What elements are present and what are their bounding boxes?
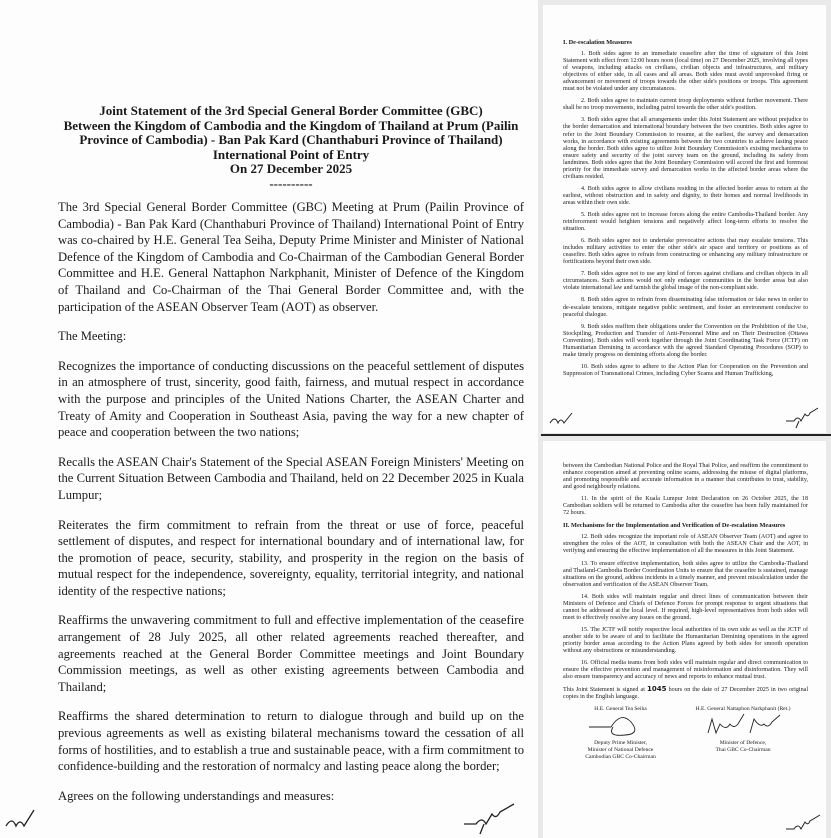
clause: 14. Both sides will maintain regular and direct lines of communication between their Ministers of Defence and Chiefs of Defence Forces for prompt response to urgent situations that cannot be addressed at the local level. If required, high-level representatives from both sides will meet to effectively resolve any issues on the ground. [563, 593, 808, 621]
clause: 16. Official media teams from both sides will maintain regular and direct communication to ensure the effective prevention and management of misinformation and disinformation. They will also ensure transparency and accuracy of news and reports to enhance mutual trust. [563, 660, 808, 681]
clause: 9. Both sides reaffirm their obligations under the Convention on the Prohibition of the Use, Stockpiling, Production and Transfer of Anti-Personnel Mine and on Their Destruction (Ottawa Convention). Both sides will work together through the Joint Coordinating Task Force (JCTF) on Humanitarian Demining in accordance with the agreed Standard Operating Procedures (SOP) to make timely progress on demining efforts along the border. [563, 323, 808, 358]
signatory-name: H.E. General Tea Seiha [594, 706, 647, 713]
signed-time: 1045 [647, 685, 667, 694]
signatory-title: Thai GBC Co-Chairman [715, 747, 771, 754]
preamble [58, 199, 524, 804]
initial-signature-right [783, 813, 823, 837]
clause: 8. Both sides agree to refrain from disseminating false information or fake news in order to de-escalate tensions, mitigate negative public sentiment, and foster an environment conducive to peaceful dialogue. [563, 297, 808, 318]
page-2 [543, 5, 826, 433]
signatory-cambodia [581, 706, 661, 761]
paragraph: The 3rd Special General Border Committee (GBC) Meeting at Prum (Pailin Province of Cambodia) - Ban Pak Kard (Chanthaburi Province of Thailand) International Point of Entry was co-chaired by H.E. General Tea Seiha, Deputy Prime Minister and Minister of National Defence of the Kingdom of Cambodia and Co-Chairman of the Cambodian General Border Committee and H.E. General Nattaphon Narkphanit, Minister of Defence of the Kingdom of Thailand and Co-Chairman of the Thai General Border Committee and, with the participation of the ASEAN Observer Team (AOT) as observer. [58, 200, 524, 314]
clause: 2. Both sides agree to maintain current troop deployments without further movement. There shall be no troop movements, including patrol towards the other side's position. [563, 98, 808, 112]
title-line: Province of Cambodia) - Ban Pak Kard (Chanthaburi Province of Thailand) [79, 132, 503, 147]
initial-signature-right [460, 802, 520, 836]
title-line: Joint Statement of the 3rd Special General Border Committee (GBC) [99, 103, 483, 118]
clause: 7. Both sides agree not to use any kind of forces against civilians and civilian objects in all circumstances. Such actions would not only endanger communities in the border areas but also violate international law and tarnish the global image of the non-compliant side. [563, 271, 808, 292]
paragraph: Reaffirms the unwavering commitment to full and effective implementation of the ceasefire arrangement of 28 July 2025, all other related agreements reached thereafter, and agreements reached at the General Border Committee meetings and Joint Boundary Commission meetings, as well as other existing agreements between Cambodia and Thailand; [58, 613, 524, 694]
signatories [563, 706, 808, 761]
section-heading: II. Mechanisms for the Implementation and Verification of De-escalation Measures [563, 522, 786, 530]
clause: 13. To ensure effective implementation, both sides agree to utilize the Cambodia-Thailand and Thailand-Cambodia Border Coordination Units to ensure that the ceasefire is sustained, manage situations on the ground, address incidents in a timely manner, and prevent miscalculation under the observation and verification of the ASEAN Observer Team. [563, 560, 808, 588]
page-3 [543, 441, 826, 838]
clause: 1. Both sides agree to an immediate ceasefire after the time of signature of this Joint Statement with effect from 12:00 hours noon (local time) on 27 December 2025, involving all types of weapons, including attacks on civilians, civilian objects and infrastructures, and military objectives of either side, in all cases and all areas. Both sides must avoid unprovoked firing or advancement or movement of troops towards the other side's positions or troops. This agreement must not be violated under any circumstances. [563, 51, 808, 93]
statement-title [58, 104, 524, 191]
paragraph: Recognizes the importance of conducting discussions on the peaceful settlement of disputes in an atmosphere of trust, sincerity, good faith, fairness, and mutual respect in accordance with the purpose and principles of the United Nations Charter, the ASEAN Charter and Treaty of Amity and Cooperation in Southeast Asia, paving the way for a new chapter of peace and cooperation between the two nations; [58, 358, 524, 440]
paragraph: Reaffirms the shared determination to return to dialogue through and build up on the previous agreements as well as existing bilateral mechanisms toward the cessation of all forms of hostilities, and to establish a true and sustainable peace, with a firm commitment to confidence-building and the restoration of normalcy and lasting peace along the border; [58, 709, 524, 774]
clause-continuation: between the Cambodian National Police and the Royal Thai Police, and reaffirm the commitment to enhance cooperation aimed at preventing online scams, addressing the misuse of digital platforms, and promoting responsible and accurate information in a manner that contributes to trust, stability, and good neighbourly relations. [563, 463, 808, 491]
closing-text: hours on the date of 27 December 2025 in two original copies in the English language. [563, 687, 809, 701]
page-divider [541, 434, 831, 436]
clause: 10. Both sides agree to adhere to the Action Plan for Cooperation on the Prevention and Suppression of Transnational Crimes, including Cyber Scams and Human Trafficking, [563, 363, 808, 377]
signatory-title: Minister of National Defence [587, 747, 654, 754]
clause: 6. Both sides agree not to undertake provocative actions that may escalate tensions. This includes military activities to enter the other side's air space and territory or positions as of ceasefire. Both sides agree to refrain from constructing or enhancing any military infrastructure or fortifications beyond their own side. [563, 238, 808, 266]
title-rule: ---------- [269, 175, 313, 191]
closing-text: This Joint Statement is signed at [563, 687, 645, 694]
mechanisms-section [563, 463, 808, 761]
de-escalation-section [563, 39, 808, 383]
clause: 15. The JCTF will notify respective local authorities of its own side as well as the JCTF of another side to be aware of and to facilitate the Humanitarian Demining operations in the agreed priority border areas according to the Action Plans agreed by both sides for smooth operation without any obstructions or misunderstanding. [563, 626, 808, 655]
clause: 12. Both sides recognize the important role of ASEAN Observer Team (AOT) and agree to strengthen the roles of the AOT, in consultation with both the ASEAN Chair and the AOT, in verifying and ensuring the effective implementation of all the measures in this Joint Statement. [563, 534, 808, 555]
signatory-title: Cambodian GBC Co-Chairman [585, 754, 656, 761]
initial-signature-right [783, 407, 819, 431]
signatory-title: Minister of Defence, [719, 740, 767, 747]
signatory-thailand [696, 706, 791, 761]
paragraph: The Meeting: [58, 329, 127, 344]
paragraph: Recalls the ASEAN Chair's Statement of the Special ASEAN Foreign Ministers' Meeting on the Current Situation Between Cambodia and Thailand, held on 22 December 2025 in Kuala Lumpur; [58, 454, 524, 502]
clause: 11. In the spirit of the Kuala Lumpur Joint Declaration on 26 October 2025, the 18 Cambodian soldiers will be returned to Cambodia after the ceasefire has been fully maintained for 72 hours. [563, 496, 808, 517]
closing-statement [563, 686, 808, 701]
initial-signature-left [547, 409, 577, 429]
title-line: International Point of Entry [212, 146, 370, 162]
section-heading: I. De-escalation Measures [563, 39, 632, 46]
clause: 3. Both sides agree that all arrangements under this Joint Statement are without prejudice to the border demarcation and international boundary between the two countries. Both sides agree to refer to the Joint Boundary Commission to resume, at the earliest, the survey and demarcation works, in accordance with existing agreements between the two countries to achieve lasting peace along the border. Both sides agree to utilize Joint Boundary Commission's existing mechanisms to ensure safety and security of the joint survey team on the ground, including its safety from landmines. Both sides agree that the Joint Boundary Commission will accord the first and foremost priority for the immediate survey and demarcation works in the affected border areas where the civilians resided. [563, 117, 808, 180]
signatory-title: Deputy Prime Minister, [594, 740, 647, 747]
signature-nattaphon [698, 713, 788, 737]
signatory-name: H.E. General Nattaphon Narkphanit (Ret.) [695, 706, 791, 713]
clause: 4. Both sides agree to allow civilians residing in the affected border areas to return at the earliest, without obstruction and in safety and dignity, to their homes and normal livelihoods in areas within their own side. [563, 185, 808, 206]
paragraph: Reiterates the firm commitment to refrain from the threat or use of force, peaceful settlement of disputes, and respect for international boundary and of international law, for the promotion of peace, security, stability, and prosperity in the region on the basis of mutual respect for the independence, sovereignty, equality, territorial integrity, and national identity of the respective nations; [58, 517, 524, 598]
title-line: On 27 December 2025 [229, 161, 353, 176]
clause: 5. Both sides agree not to increase forces along the entire Cambodia-Thailand border. Any reinforcement would heighten tensions and negatively affect long-term efforts to resolve the situation. [563, 211, 808, 233]
signature-tea-seiha [581, 713, 661, 737]
title-line: Between the Kingdom of Cambodia and the Kingdom of Thailand at Prum (Pailin [63, 117, 519, 133]
initial-signature-left [2, 804, 42, 834]
paragraph: Agrees on the following understandings and measures: [58, 788, 335, 803]
page-1-content [58, 104, 524, 817]
